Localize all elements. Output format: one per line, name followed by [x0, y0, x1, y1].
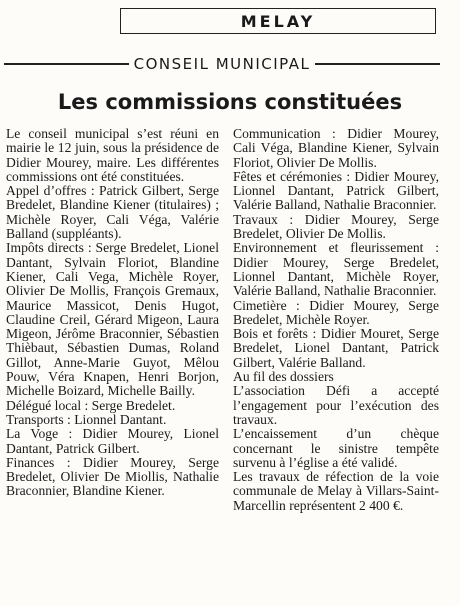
section-label: CONSEIL MUNICIPAL: [133, 55, 311, 73]
rubric-rule-left: [4, 63, 129, 65]
section-rubric: [4, 52, 440, 76]
paragraph: Environnement et fleurissement : Didier Mourey, Serge Bredelet, Lionnel Dantant, Michèle Royer, Valérie Balland, Nathalie Braconnier.: [233, 240, 439, 299]
paragraph: L’association Défi a accepté l’engagement pour l’exécution des travaux.: [233, 383, 439, 427]
subheading: Au fil des dossiers: [233, 369, 334, 385]
paragraph: Cimetière : Didier Mourey, Serge Bredelet, Michèle Royer.: [233, 297, 439, 327]
town-name: MELAY: [240, 11, 316, 31]
paragraph: Fêtes et cérémonies : Didier Mourey, Lionnel Dantant, Patrick Gilbert, Valérie Balland, Nathalie Braconnier.: [233, 168, 439, 213]
paragraph: Transports : Lionnel Dantant.: [6, 411, 167, 427]
paragraph: La Voge : Didier Mourey, Lionel Dantant, Patrick Gilbert.: [6, 426, 219, 456]
paragraph: Délégué local : Serge Bredelet.: [6, 397, 176, 413]
paragraph: Finances : Didier Mourey, Serge Bredelet, Olivier De Miollis, Nathalie Braconnier, Blandine Kiener.: [6, 454, 219, 499]
paragraph: Impôts directs : Serge Bredelet, Lionel Dantant, Sylvain Floriot, Blandine Kiener, Cali Vega, Michèle Royer, Olivier De Mollis, François Gremaux, Maurice Massicot, Denis Hugot, Claudine Creil, Gérard Migeon, Laura Migeon, Jérôme Braconnier, Sébastien Thièbaut, Sébastien Dumas, Roland Gillot, Anne-Marie Guyot, Mêlou Pouw, Véra Knapen, Henri Borjon, Michelle Boizard, Michelle Bailly.: [6, 240, 219, 399]
town-header: [120, 8, 436, 34]
paragraph: Les travaux de réfection de la voie communale de Melay à Villars-Saint-Marcellin représentent 2 400 €.: [233, 469, 439, 513]
rubric-rule-right: [315, 63, 440, 65]
paragraph: Appel d’offres : Patrick Gilbert, Serge Bredelet, Blandine Kiener (titulaires) ; Michèle Royer, Cali Véga, Valérie Balland (suppléants).: [6, 183, 219, 242]
paragraph: Communication : Didier Mourey, Cali Véga, Blandine Kiener, Sylvain Floriot, Olivier De Mollis.: [233, 126, 439, 170]
paragraph: Le conseil municipal s’est réuni en mairie le 12 juin, sous la présidence de Didier Mourey, maire. Les différentes commissions ont été constituées.: [6, 126, 219, 184]
article-column-right: [233, 127, 439, 513]
paragraph: Bois et forêts : Didier Mouret, Serge Bredelet, Lionel Dantant, Patrick Gilbert, Valérie Balland.: [233, 326, 439, 370]
article-column-left: [6, 127, 219, 499]
article-headline: Les commissions constituées: [57, 90, 403, 114]
paragraph: L’encaissement d’un chèque concernant le sinistre tempête survenu à l’église a été validé.: [233, 426, 439, 470]
paragraph: Travaux : Didier Mourey, Serge Bredelet, Olivier De Mollis.: [233, 211, 439, 242]
